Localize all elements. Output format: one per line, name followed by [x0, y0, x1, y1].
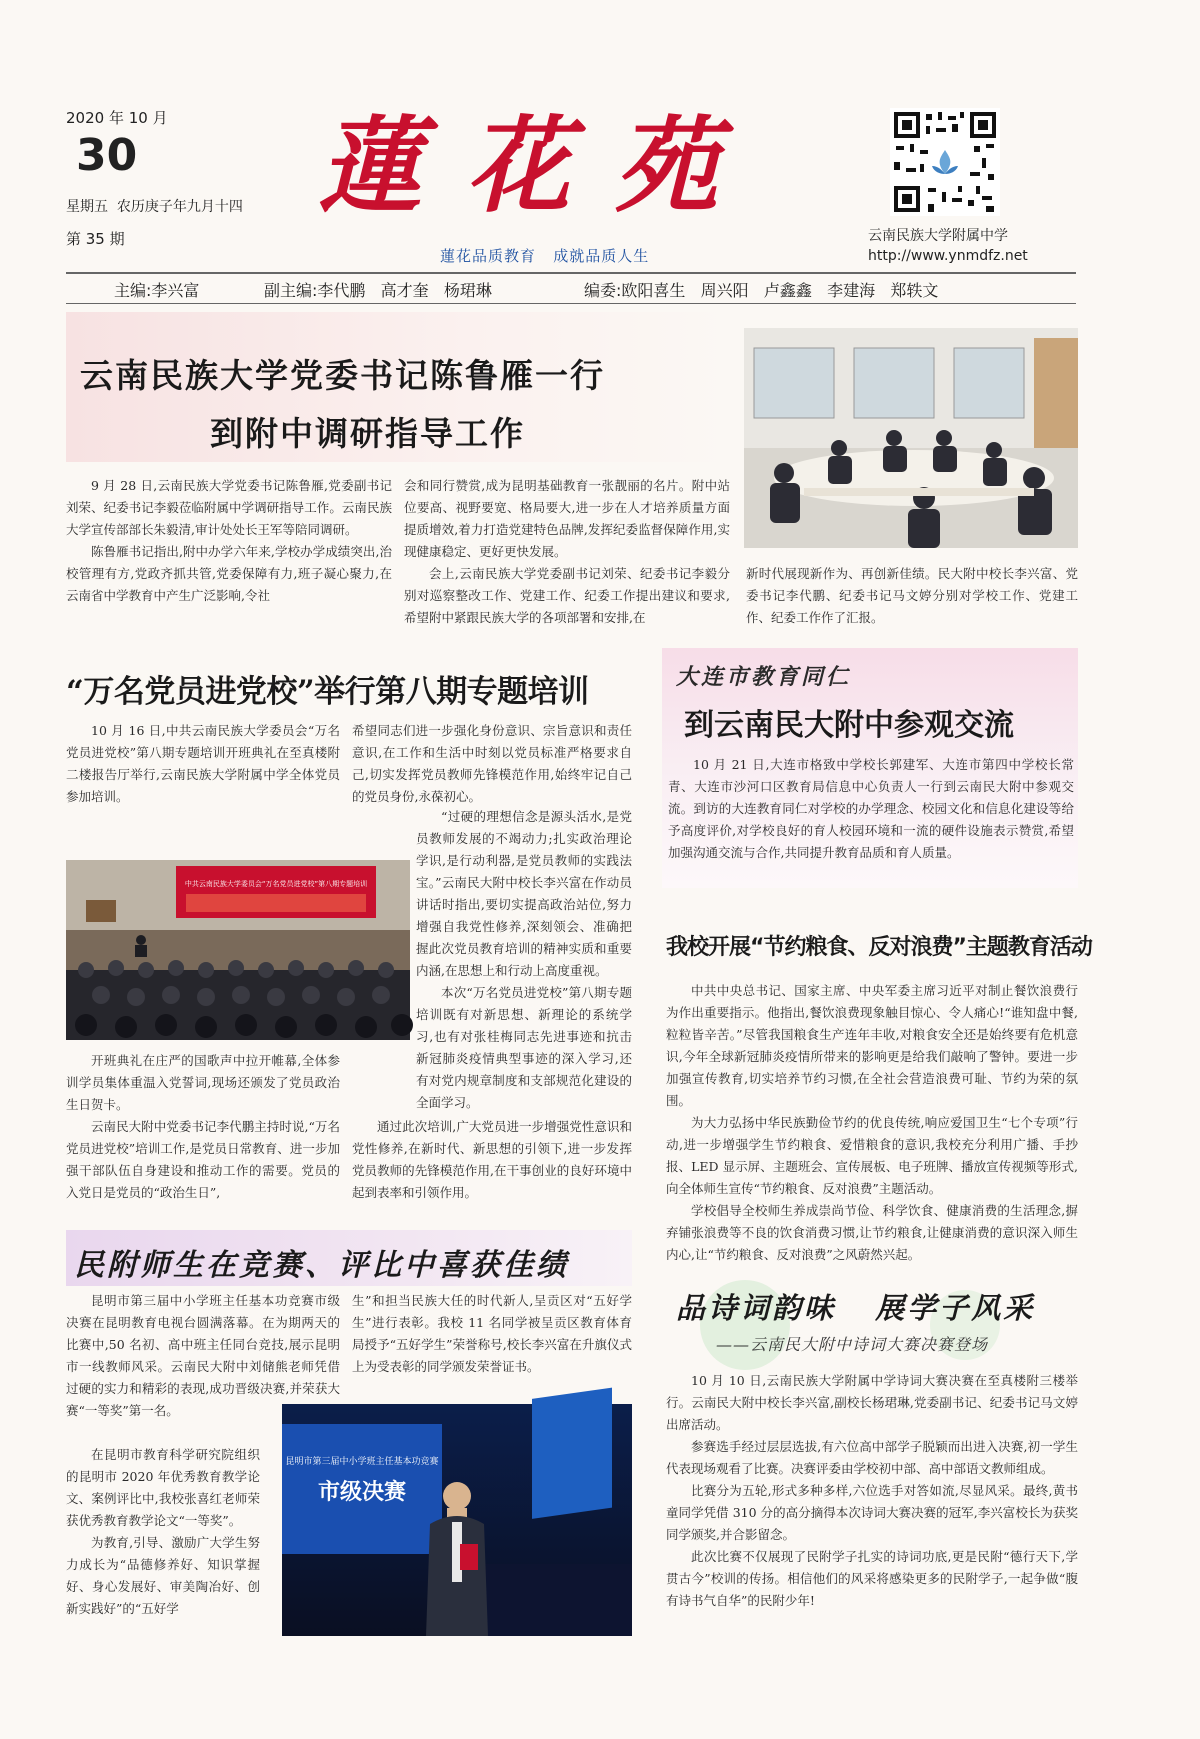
masthead-date-line: 2020 年 10 月	[66, 109, 168, 127]
qr-code	[890, 108, 1000, 216]
article2-p6: 本次“万名党员进党校”第八期专题培训既有对新思想、新理论的系统学习,也有对张桂梅同志先进事迹和抗击新冠肺炎疫情典型事迹的深入学习,还有对党内规章制度和支部规范化建设的全面学习。	[416, 985, 632, 1110]
school-url[interactable]: http://www.ynmdfz.net	[868, 248, 1028, 264]
article6-body	[666, 1370, 1078, 1640]
article5-col2-top	[352, 1290, 632, 1402]
article2-col1-top	[66, 720, 340, 812]
article1-col1	[66, 475, 392, 627]
editors-bar	[66, 276, 1076, 302]
article3-body	[668, 754, 1074, 886]
article6-p1: 10 月 10 日,云南民族大学附属中学诗词大赛决赛在至真楼附三楼举行。云南民大附中校长李兴富,副校长杨珺琳,党委副书记、纪委书记马文婷出席活动。	[666, 1373, 1078, 1432]
article6-p2: 参赛选手经过层层选拔,有六位高中部学子脱颖而出进入决赛,初一学生代表现场观看了比赛。决赛评委由学校初中部、高中部语文教师组成。	[666, 1439, 1078, 1476]
article5-col1-bottom	[66, 1444, 260, 1644]
article6-p4: 此次比赛不仅展现了民附学子扎实的诗词功底,更是民附“德行天下,学贯古今”校训的传扬。相信他们的风采将感染更多的民附学子,一起争做“腹有诗书气自华”的民附少年!	[666, 1549, 1078, 1608]
article6-p3: 比赛分为五轮,形式多种多样,六位选手对答如流,尽显风采。最终,黄书童同学凭借 310 分的高分摘得本次诗词大赛决赛的冠军,李兴富校长为获奖同学颁奖,并合影留念。	[666, 1483, 1078, 1542]
article1-col3	[746, 563, 1078, 629]
article1-col1-p1: 9 月 28 日,云南民族大学党委书记陈鲁雁,党委副书记刘荣、纪委书记李毅莅临附属中学调研指导工作。云南民族大学宣传部部长朱毅清,审计处处长王军等陪同调研。	[66, 478, 392, 537]
editor-chief: 主编:李兴富	[114, 281, 200, 300]
newspaper-title-logo: 蓮 花 苑	[318, 104, 723, 227]
article1-col2-p2: 会上,云南民族大学党委副书记刘荣、纪委书记李毅分别对巡察整改工作、党建工作、纪委工作提出建议和要求,希望附中紧跟民族大学的各项部署和安排,在	[404, 566, 730, 625]
article1-meeting-photo	[744, 328, 1078, 548]
article3-kicker: 大连市教育同仁	[676, 664, 852, 690]
editor-deputies: 副主编:李代鹏 高才奎 杨珺琳	[264, 281, 492, 300]
article3-p1: 10 月 21 日,大连市格致中学校长郭建军、大连市第四中学校长常青、大连市沙河口区教育局信息中心负责人一行到云南民大附中参观交流。到访的大连教育同仁对学校的办学理念、校园文化和信息化建设等给予高度评价,对学校良好的育人校园环境和一流的硬件设施表示赞赏,希望加强沟通交流与合作,共同提升教育品质和育人质量。	[668, 757, 1074, 860]
editors-top-rule	[66, 272, 1076, 274]
article2-p5: “过硬的理想信念是源头活水,是党员教师发展的不竭动力;扎实政治理论学识,是行动利器,是党员教师的实践法宝。”云南民大附中校长李兴富在作动员讲话时指出,要切实提高政治站位,努力增强自我党性修养,深刻领会、准确把握此次党员教育培训的精神实质和重要内涵,在思想上和行动上高度重视。	[416, 809, 632, 978]
article5-p1: 昆明市第三届中小学班主任基本功竞赛市级决赛在昆明教育电视台圆满落幕。在为期两天的比赛中,50 名初、高中班主任同台竞技,展示昆明市一线教师风采。云南民大附中刘储熊老师凭借过硬的实力和精彩的表现,成功晋级决赛,并荣获大赛“一等奖”第一名。	[66, 1293, 340, 1418]
masthead-day: 30	[76, 130, 138, 181]
article5-p2: 在昆明市教育科学研究院组织的昆明市 2020 年优秀教育教学论文、案例评比中,我校张喜红老师荣获优秀教育教学论文“一等奖”。	[66, 1447, 260, 1528]
article5-title: 民附师生在竞赛、评比中喜获佳绩	[74, 1248, 569, 1283]
article2-photo-banner: 中共云南民族大学委员会“万名党员进党校”第八期专题培训	[184, 880, 368, 888]
editors-bottom-rule	[66, 303, 1076, 304]
article5-photo-subtitle: 市级决赛	[317, 1480, 407, 1505]
school-name: 云南民族大学附属中学	[868, 228, 1008, 244]
article6-subtitle: ——云南民大附中诗词大赛决赛登场	[716, 1335, 989, 1354]
article2-p2: 开班典礼在庄严的国歌声中拉开帷幕,全体参训学员集体重温入党誓词,现场还颁发了党员政治生日贺卡。	[66, 1053, 340, 1112]
article2-col1-bottom	[66, 1050, 340, 1206]
article4-p2: 为大力弘扬中华民族勤俭节约的优良传统,响应爱国卫生“七个专项”行动,进一步增强学生节约粮食、爱惜粮食的意识,我校充分利用广播、手抄报、LED 显示屏、主题班会、宣传展板、电子班牌、播放宣传视频等形式,向全体师生宣传“节约粮食、反对浪费”主题活动。	[666, 1115, 1078, 1196]
article4-title: 我校开展“节约粮食、反对浪费”主题教育活动	[666, 935, 1092, 960]
article5-p4: 生”和担当民族大任的时代新人,呈贡区对“五好学生”进行表彰。我校 11 名同学被呈贡区教育体育局授予“五好学生”荣誉称号,校长李兴富在升旗仪式上为受表彰的同学颁发荣誉证书。	[352, 1293, 632, 1374]
masthead-weekday-lunar: 星期五 农历庚子年九月十四	[66, 199, 243, 215]
article5-col1-top	[66, 1290, 340, 1418]
article1-title-line2: 到附中调研指导工作	[210, 414, 525, 453]
article1-col2	[404, 475, 730, 627]
article5-p3: 为教育,引导、激励广大学生努力成长为“品德修养好、知识掌握好、身心发展好、审美陶冶好、创新实践好”的“五好学	[66, 1535, 260, 1616]
article2-col2-top	[352, 720, 632, 812]
editor-committee: 编委:欧阳喜生 周兴阳 卢鑫鑫 李建海 郑轶文	[584, 281, 939, 300]
article2-p1: 10 月 16 日,中共云南民族大学委员会“万名党员进党校”第八期专题培训开班典礼在至真楼附二楼报告厅举行,云南民族大学附属中学全体党员参加培训。	[66, 723, 340, 804]
article2-p4: 希望同志们进一步强化身份意识、宗旨意识和责任意识,在工作和生活中时刻以党员标准严格要求自己,切实发挥党员教师先锋模范作用,始终牢记自己的党员身份,永葆初心。	[352, 723, 632, 804]
article2-title: “万名党员进党校”举行第八期专题培训	[66, 674, 589, 710]
article4-body	[666, 980, 1078, 1264]
article4-p1: 中共中央总书记、国家主席、中央军委主席习近平对制止餐饮浪费行为作出重要指示。他指出,餐饮浪费现象触目惊心、令人痛心!“谁知盘中餐,粒粒皆辛苦。”尽管我国粮食生产连年丰收,对粮食安全还是始终要有危机意识,今年全球新冠肺炎疫情所带来的影响更是给我们敲响了警钟。要进一步加强宣传教育,切实培养节约习惯,在全社会营造浪费可耻、节约为荣的氛围。	[666, 983, 1078, 1108]
article5-photo-title: 昆明市第三届中小学班主任基本功竞赛	[285, 1457, 439, 1467]
article2-p3: 云南民大附中党委书记李代鹏主持时说,“万名党员进党校”培训工作,是党员日常教育、进一步加强干部队伍自身建设和推动工作的需要。党员的入党日是党员的“政治生日”,	[66, 1119, 340, 1200]
article1-col1-p2: 陈鲁雁书记指出,附中办学六年来,学校办学成绩突出,治校管理有方,党政齐抓共管,党委保障有力,班子凝心聚力,在云南省中学教育中产生广泛影响,令社	[66, 544, 392, 603]
article6-title: 品诗词韵味 展学子风采	[676, 1291, 1036, 1325]
article3-title: 到云南民大附中参观交流	[684, 708, 1014, 743]
article1-col2-p1: 会和同行赞赏,成为昆明基础教育一张靓丽的名片。附中站位要高、视野要宽、格局要大,进一步在人才培养质量方面提质增效,着力打造党建特色品牌,发挥纪委监督保障作用,实现健康稳定、更好更快发展。	[404, 478, 730, 559]
article1-col3-p1: 新时代展现新作为、再创新佳绩。民大附中校长李兴富、党委书记李代鹏、纪委书记马文婷分别对学校工作、党建工作、纪委工作作了汇报。	[746, 566, 1078, 625]
article2-lecture-photo	[66, 860, 410, 1040]
article5-stage-photo	[282, 1404, 632, 1636]
article1-title-line1: 云南民族大学党委书记陈鲁雁一行	[80, 356, 605, 395]
masthead-slogan: 蓮花品质教育 成就品质人生	[440, 247, 650, 265]
article4-p3: 学校倡导全校师生养成崇尚节俭、科学饮食、健康消费的生活理念,摒弃铺张浪费等不良的饮食消费习惯,让节约粮食,让健康消费的意识深入师生内心,让“节约粮食、反对浪费”之风蔚然兴起。	[666, 1203, 1078, 1262]
article2-col2-mid	[416, 806, 632, 1114]
article2-p7: 通过此次培训,广大党员进一步增强党性意识和党性修养,在新时代、新思想的引领下,进一步发挥党员教师的先锋模范作用,在干事创业的良好环境中起到表率和引领作用。	[352, 1119, 632, 1200]
masthead-issue: 第 35 期	[66, 230, 125, 248]
article2-col2-bottom	[352, 1116, 632, 1206]
